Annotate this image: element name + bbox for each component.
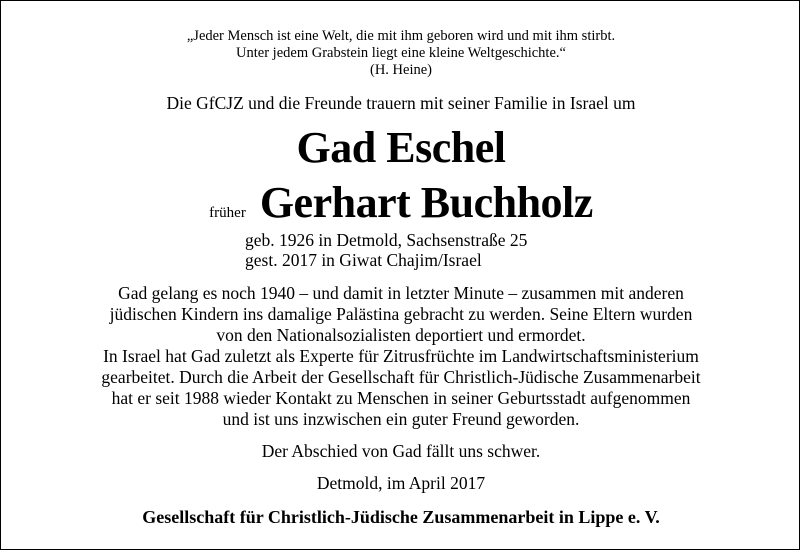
former-label: früher [209,205,246,221]
bio-line-1: Gad gelang es noch 1940 – und damit in letzter Minute – zusammen mit anderen [118,283,684,303]
deceased-name: Gad Eschel [296,123,506,172]
former-name: Gerhart Buchholz [259,178,593,227]
quote-line-1: „Jeder Mensch ist eine Welt, die mit ihm geboren wird und mit ihm stirbt. [186,28,616,44]
former-name-row [1,179,800,227]
quote-author: (H. Heine) [369,62,432,78]
bio-line-4: In Israel hat Gad zuletzt als Experte für Zitrusfrüchte im Landwirtschaftsministerium [103,346,699,366]
birth-info: geb. 1926 in Detmold, Sachsenstraße 25 [245,230,528,250]
quote-line-2: Unter jedem Grabstein liegt eine kleine Weltgeschichte.“ [236,45,566,61]
bio-line-3: von den Nationalsozialisten deportiert und ermordet. [216,325,586,345]
bio-line-7: und ist uns inzwischen ein guter Freund geworden. [222,409,580,429]
farewell-text: Der Abschied von Gad fällt uns schwer. [261,441,541,461]
bio-line-2: jüdischen Kindern ins damalige Palästina gebracht zu werden. Seine Eltern wurden [109,304,693,324]
place-date: Detmold, im April 2017 [316,473,486,493]
bio-line-5: gearbeitet. Durch die Arbeit der Gesellschaft für Christlich-Jüdische Zusammenarbeit [101,367,701,387]
intro-text: Die GfCJZ und die Freunde trauern mit seiner Familie in Israel um [166,93,636,113]
death-info: gest. 2017 in Giwat Chajim/Israel [245,250,482,270]
bio-line-6: hat er seit 1988 wieder Kontakt zu Menschen in seiner Geburtsstadt aufgenommen [111,388,691,408]
signature-organization: Gesellschaft für Christlich-Jüdische Zusammenarbeit in Lippe e. V. [142,507,660,527]
